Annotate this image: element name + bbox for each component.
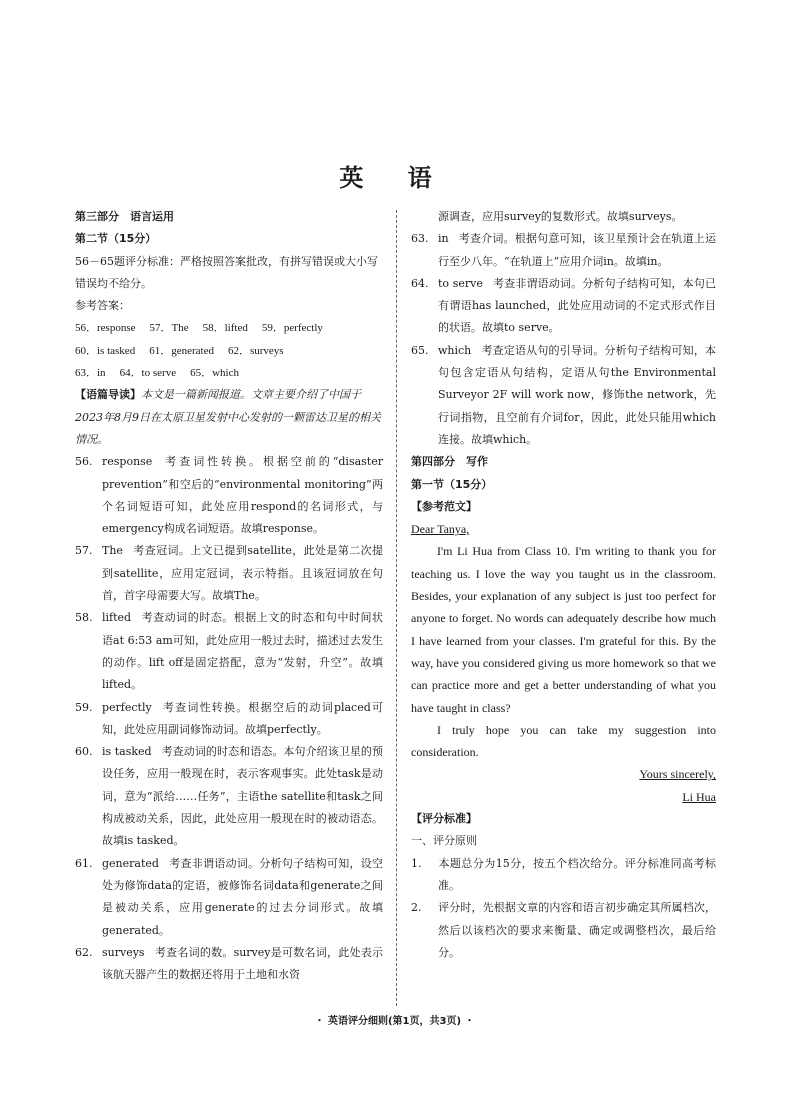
grading-rule-1: 1. 本题总分为15分，按五个档次给分。评分标准同高考标准。 [411,856,716,892]
answer-63: 63．in [75,367,106,380]
passage-guide [75,384,383,451]
explanation-59: 59. perfectly 考查词性转换。根据空后的动词placed可知，此处应用副词修饰动词。故填perfectly。 [75,700,383,736]
left-column [75,206,383,986]
explanation-62: 62. surveys 考查名词的数。survey是可数名词，此处表示该航天器产生的数据还将用于土地和水资 [75,945,383,982]
part4-heading: 第四部分 写作 [411,455,488,469]
answer-59: 59．perfectly [261,322,323,335]
answer-58: 58．lifted [202,322,248,335]
answer-65: 65．which [190,367,239,380]
explanation-63: 63. in 考查介词。根据句意可知，该卫星预计会在轨道上运行至少八年。“在轨道上”应用介词in。故填in。 [411,232,716,268]
section2-heading: 第二节（15分） [75,232,157,246]
criteria-text: 56－65题评分标准：严格按照答案批改，有拼写错误或大小写错误均不给分。 [75,254,378,290]
explanation-65: 65. which 考查定语从句的引导词。分析句子结构可知，本句包含定语从句结构，定语从句the Environmental Surveyor 2F will work now，修饰the network，先行词指物，且空前有介词for，因此，此处只能用which连接。故填which。 [411,343,716,446]
answer-61: 61．generated [149,344,214,357]
answer-row-3 [75,362,383,384]
page-title: 英 语 [339,164,450,192]
answer-56: 56．response [75,322,136,335]
guide-label: 【语篇导读】 [75,388,141,402]
letter-body-1: I'm Li Hua from Class 10. I'm writing to thank you for teaching us. I love the way you taught us in the classroom. Besides, your explanation of any subject is just too perfect for anyone to forget. No words can adequately describe how much I have learned from your classes. I'm grateful for this. By the way, have you considered giving us more homework so that we can practice more and get a better understanding of what you have taught in class? [411,544,716,715]
grading-rule-2: 2. 评分时，先根据文章的内容和语言初步确定其所属档次，然后以该档次的要求来衡量、确定或调整档次，最后给分。 [411,901,716,959]
explanation-62-continued: 源调查，应用survey的复数形式。故填surveys。 [438,210,683,223]
explanation-60: 60. is tasked 考查动词的时态和语态。本句介绍该卫星的预设任务，应用一般现在时，表示客观事实。此处task是动词，意为“派给……任务”，主语the satellite和task之间构成被动关系，因此，此处应用一般现在时的被动语态。故填is tasked。 [75,745,384,848]
column-divider [396,210,397,1006]
answer-60: 60．is tasked [75,344,136,357]
explanation-64: 64. to serve 考查非谓语动词。分析句子结构可知，本句已有谓语has launched，此处应用动词的不定式形式作目的状语。故填to serve。 [411,276,716,335]
letter-closing: Yours sincerely, [639,767,716,782]
answer-row-2 [75,340,383,362]
page-footer: ・ 英语评分细则(第1页，共3页) ・ [314,1016,475,1027]
part3-heading: 第三部分 语言运用 [75,210,174,223]
letter-body-2: I truly hope you can take my suggestion into consideration. [411,722,716,760]
answer-64: 64．to serve [119,367,177,380]
right-column [411,206,716,964]
explanation-61: 61. generated 考查非谓语动词。分析句子结构可知，设空处为修饰data的定语，被修饰名词data和generate之间是被动关系，应用generate的过去分词形式。故填generated。 [75,856,383,937]
guide-text: 本文是一篇新闻报道。文章主要介绍了中国于2023年8月9日在太原卫星发射中心发射的一颗雷达卫星的相关情况。 [75,388,381,446]
explanation-58: 58. lifted 考查动词的时态。根据上文的时态和句中时间状语at 6:53 am可知，此处应用一般过去时，描述过去发生的动作。lift off是固定搭配，意为“发射，升空”。故填lifted。 [75,611,383,692]
explanation-56: 56. response 考查词性转换。根据空前的“disaster prevention”和空后的“environmental monitoring”两个名词短语可知，此处应用respond的名词形式，与emergency构成名词短语。故填response。 [75,455,383,536]
sample-label: 【参考范文】 [411,499,477,513]
answer-62: 62．surveys [227,344,284,357]
reference-label: 参考答案： [75,299,130,313]
letter-salutation: Dear Tanya, [411,522,470,537]
grading-principle: 一、评分原则 [411,834,477,848]
letter-signature: Li Hua [682,789,716,804]
explanation-57: 57. The 考查冠词。上文已提到satellite，此处是第二次提到satellite，应用定冠词，表示特指。且该冠词放在句首，首字母需要大写。故填The。 [75,544,383,603]
answer-row-1 [75,317,383,339]
grading-label: 【评分标准】 [411,812,477,826]
answer-57: 57．The [149,322,189,335]
section1-heading: 第一节（15分） [411,477,493,491]
